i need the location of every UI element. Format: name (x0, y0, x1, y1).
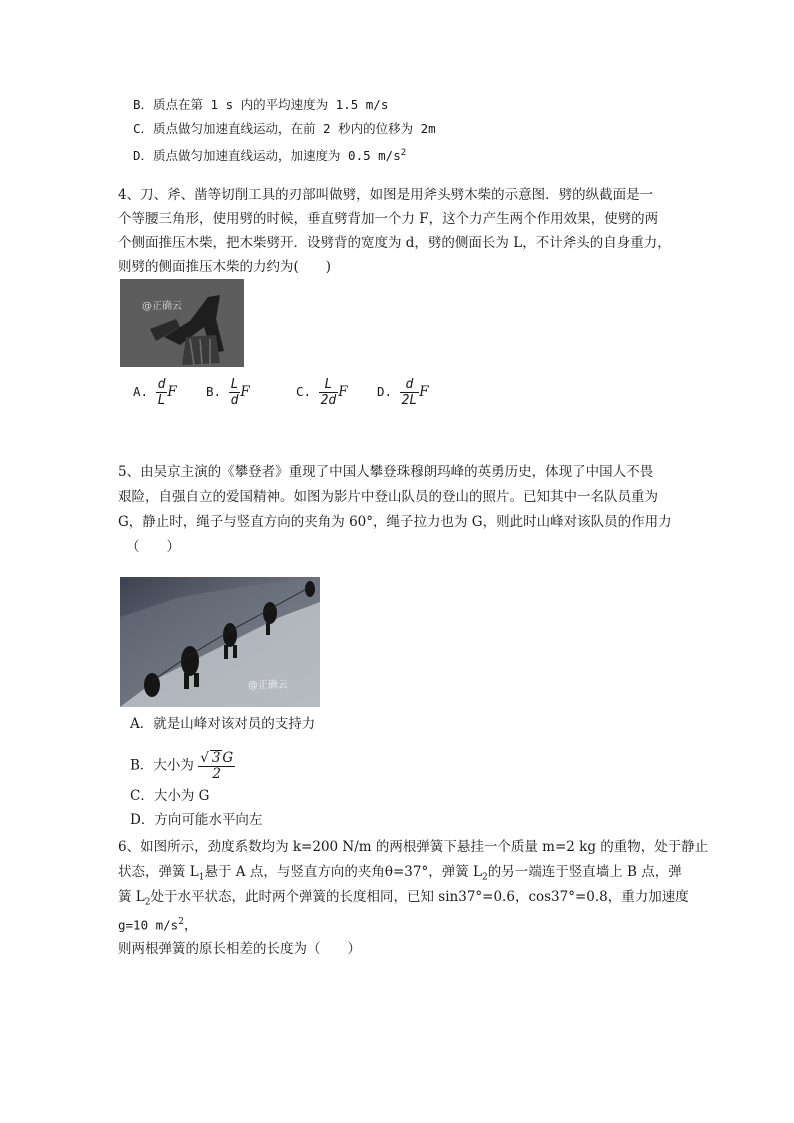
q6-line-5: 则两根弹簧的原长相差的长度为（ ） (118, 941, 361, 957)
axe-illustration (120, 279, 244, 367)
q5-line-2: 艰险，自强自立的爱国精神。如图为影片中登山队员的登山的照片。已知其中一名队员重为 (118, 489, 658, 505)
q6-line-4-a: g=10 m/s (118, 917, 179, 933)
q4-option-b-den: d (230, 393, 239, 408)
q5-option-b-label: B．大小为 (130, 757, 194, 774)
q4-option-d-fraction (400, 377, 420, 408)
q4-option-c-den: 2d (320, 393, 337, 408)
q3-option-b: B．质点在第 1 s 内的平均速度为 1.5 m/s (133, 97, 389, 112)
q4-option-a-fraction (156, 377, 168, 408)
q4-option-d (377, 377, 429, 408)
climbers-photo (120, 577, 320, 707)
q6-line-4-b: ， (183, 917, 198, 934)
q5-option-b-root: 3 (211, 750, 221, 766)
q4-option-c-label: C. (296, 384, 312, 399)
q4-option-a-var: F (167, 384, 177, 400)
q6-line-3-b: 处于水平状态，此时两个弹簧的长度相同，已知 sin37°=0.6，cos37°=0.8，重力加速度 (150, 889, 689, 905)
q5-line-1: 5、由吴京主演的《攀登者》重现了中国人攀登珠穆朗玛峰的英勇历史，体现了中国人不畏 (118, 464, 654, 480)
q6-line-3 (118, 887, 689, 913)
axe-chopping-figure (120, 279, 244, 367)
q3-option-d-text: D．质点做匀加速直线运动，加速度为 0.5 m/s (133, 148, 401, 164)
q5-option-b-var: G (222, 750, 234, 766)
q5-line-4: （ ） (126, 539, 180, 555)
climbers-illustration (120, 577, 320, 707)
q4-option-b-num: L (230, 377, 239, 392)
q6-line-2-c: 的另一端连于竖直墙上 B 点，弹 (487, 864, 682, 880)
q4-option-a-den: L (157, 393, 166, 408)
q4-option-b (206, 377, 250, 408)
q4-option-d-var: F (419, 384, 429, 400)
q5-option-b (130, 750, 235, 782)
q5-option-c: C．大小为 G (130, 788, 210, 804)
q5-option-b-den: 2 (212, 766, 222, 782)
q4-option-a-label: A. (133, 384, 149, 399)
q5-option-b-num: √ 3 G (200, 750, 234, 766)
q5-option-a: A．就是山峰对该对员的支持力 (130, 716, 316, 732)
q5-option-d: D．方向可能水平向左 (130, 812, 263, 828)
q4-option-d-num: d (400, 377, 420, 393)
q3-option-d (133, 143, 406, 166)
q4-option-a-num: d (157, 377, 166, 392)
q5-option-b-fraction (198, 750, 235, 782)
q6-line-1: 6、如图所示，劲度系数均为 k=200 N/m 的两根弹簧下悬挂一个质量 m=2 kg 的重物，处于静止 (118, 839, 709, 855)
q6-line-2-b: 悬于 A 点，与竖直方向的夹角θ=37°，弹簧 L (204, 864, 482, 880)
q4-option-b-fraction (229, 377, 241, 408)
q4-option-c-var: F (338, 384, 348, 400)
q4-option-b-label: B. (206, 384, 222, 399)
q5-line-3: G，静止时，绳子与竖直方向的夹角为 60°，绳子拉力也为 G，则此时山峰对该队员的作用力 (118, 514, 672, 530)
q4-watermark: @正确云 (142, 301, 182, 312)
q3-option-c: C．质点做匀加速直线运动，在前 2 秒内的位移为 2m (133, 121, 436, 136)
q4-line-2: 个等腰三角形，使用劈的时候，垂直劈背加一个力 F，这个力产生两个作用效果，使劈的两 (118, 211, 659, 227)
q4-option-c-num: L (319, 377, 339, 393)
q3-option-d-sup: 2 (400, 148, 407, 158)
q6-line-2 (118, 862, 682, 888)
q6-line-4-sup: 2 (178, 917, 184, 927)
q6-line-4 (118, 912, 197, 936)
q4-option-a (133, 377, 177, 408)
q4-line-4: 则劈的侧面推压木柴的力约为( ) (118, 259, 332, 275)
q6-line-2-a: 状态，弹簧 L (118, 864, 199, 880)
q4-option-d-den: 2L (401, 393, 418, 408)
q6-line-2-sub2: 2 (481, 872, 488, 883)
q4-option-d-label: D. (377, 384, 393, 399)
q4-line-3: 个侧面推压木柴，把木柴劈开．设劈背的宽度为 d，劈的侧面长为 L，不计斧头的自身重力， (118, 235, 671, 251)
q4-option-c-fraction (319, 377, 339, 408)
q5-watermark: @正确云 (248, 680, 288, 691)
q4-option-c (296, 377, 348, 408)
q4-option-b-var: F (240, 384, 250, 400)
q6-line-2-sub1: 1 (198, 872, 205, 883)
q6-line-3-a: 簧 L (118, 889, 145, 905)
q6-line-3-sub: 2 (144, 897, 151, 908)
q4-line-1: 4、刀、斧、凿等切削工具的刃部叫做劈，如图是用斧头劈木柴的示意图．劈的纵截面是一 (118, 187, 654, 203)
